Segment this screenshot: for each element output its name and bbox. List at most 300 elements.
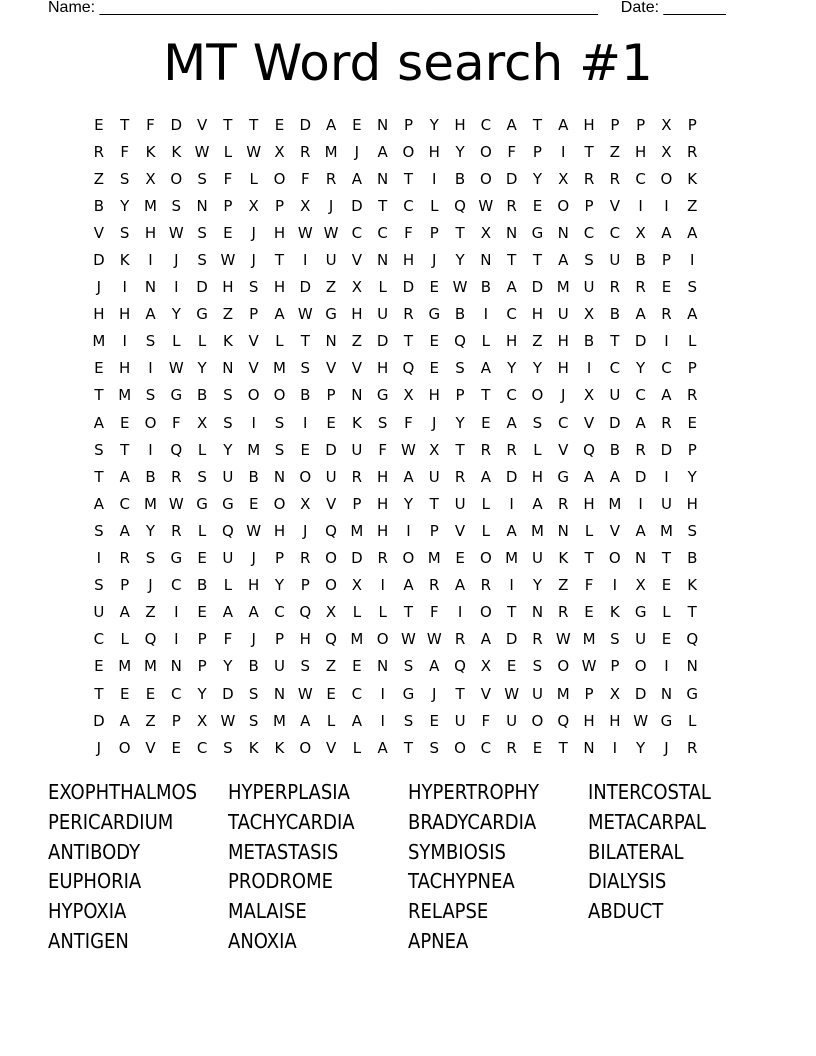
grid-letter: A xyxy=(454,576,466,595)
grid-letter: A xyxy=(300,711,311,730)
grid-letter: O xyxy=(144,413,157,432)
grid-letter: P xyxy=(403,115,413,134)
grid-letter: H xyxy=(609,711,621,730)
grid-letter: I xyxy=(380,576,385,595)
grid-letter: G xyxy=(531,223,544,242)
grid-letter: W xyxy=(220,251,236,270)
grid-letter: N xyxy=(144,278,157,297)
grid-letter: R xyxy=(300,549,311,568)
grid-letter: I xyxy=(406,521,411,540)
grid-letter: D xyxy=(531,278,544,297)
grid-letter: L xyxy=(352,603,362,622)
grid-letter: L xyxy=(584,521,594,540)
grid-row xyxy=(86,111,732,138)
grid-letter: O xyxy=(170,169,183,188)
grid-letter: D xyxy=(634,684,647,703)
grid-row xyxy=(86,572,732,599)
grid-letter: M xyxy=(350,630,364,649)
grid-letter: T xyxy=(687,603,697,622)
grid-letter: D xyxy=(351,549,363,568)
grid-letter: R xyxy=(403,305,414,324)
grid-letter: N xyxy=(635,549,647,568)
grid-letter: Z xyxy=(687,196,698,215)
grid-letter: S xyxy=(223,738,233,757)
grid-letter: T xyxy=(532,115,543,134)
grid-letter: A xyxy=(687,223,698,242)
grid-letter: S xyxy=(300,359,311,378)
grid-letter: E xyxy=(532,738,543,757)
grid-letter: A xyxy=(635,413,646,432)
grid-letter: I xyxy=(664,657,669,676)
grid-letter: V xyxy=(248,359,259,378)
grid-letter: L xyxy=(197,332,207,351)
grid-letter: C xyxy=(93,630,105,649)
grid-letter: Q xyxy=(557,711,570,730)
grid-letter: B xyxy=(196,576,208,595)
grid-letter: C xyxy=(609,359,621,378)
grid-letter: E xyxy=(223,223,233,242)
word-list-item: HYPERPLASIA xyxy=(228,780,350,804)
grid-letter: P xyxy=(326,386,336,405)
letter-grid xyxy=(86,111,732,761)
grid-letter: I xyxy=(380,684,385,703)
grid-letter: O xyxy=(479,142,492,161)
grid-letter: A xyxy=(480,359,491,378)
grid-letter: S xyxy=(429,738,440,757)
grid-letter: I xyxy=(148,251,153,270)
grid-letter: Y xyxy=(687,467,697,486)
grid-row xyxy=(86,680,732,707)
grid-letter: U xyxy=(609,386,621,405)
grid-letter: K xyxy=(274,738,285,757)
grid-letter: O xyxy=(608,549,621,568)
grid-letter: A xyxy=(558,115,569,134)
grid-letter: L xyxy=(688,711,697,730)
grid-letter: M xyxy=(273,711,286,730)
grid-letter: S xyxy=(377,413,388,432)
grid-letter: O xyxy=(273,494,286,513)
grid-letter: A xyxy=(403,576,414,595)
grid-letter: T xyxy=(429,494,439,513)
grid-letter: Y xyxy=(455,142,465,161)
grid-letter: T xyxy=(481,386,491,405)
grid-letter: X xyxy=(480,657,491,676)
grid-letter: D xyxy=(376,332,389,351)
grid-letter: A xyxy=(274,305,285,324)
grid-letter: Z xyxy=(325,278,337,297)
grid-letter: R xyxy=(93,142,105,161)
grid-letter: U xyxy=(93,603,105,622)
grid-letter: B xyxy=(93,196,105,215)
grid-letter: I xyxy=(612,576,618,595)
grid-letter: D xyxy=(325,440,337,459)
grid-letter: F xyxy=(171,413,181,432)
grid-letter: O xyxy=(118,738,131,757)
grid-letter: N xyxy=(377,169,389,188)
grid-letter: K xyxy=(351,413,362,432)
grid-letter: G xyxy=(222,494,234,513)
grid-letter: A xyxy=(377,142,388,161)
grid-letter: Z xyxy=(325,657,337,676)
grid-letter: M xyxy=(556,278,570,297)
grid-letter: C xyxy=(351,223,363,242)
page-title: MT Word search #1 xyxy=(163,34,653,92)
grid-letter: R xyxy=(351,467,363,486)
grid-letter: A xyxy=(93,413,105,432)
grid-letter: X xyxy=(351,278,362,297)
grid-letter: D xyxy=(505,467,518,486)
grid-letter: I xyxy=(174,630,179,649)
grid-letter: K xyxy=(145,142,156,161)
grid-letter: S xyxy=(532,657,543,676)
grid-letter: E xyxy=(429,359,439,378)
grid-letter: B xyxy=(300,386,311,405)
grid-letter: M xyxy=(144,657,157,676)
grid-letter: L xyxy=(223,142,233,161)
word-list-item: PRODROME xyxy=(228,869,333,894)
grid-letter: U xyxy=(454,711,466,730)
grid-letter: E xyxy=(119,684,130,703)
grid-letter: A xyxy=(248,603,259,622)
grid-letter: H xyxy=(531,305,544,324)
grid-letter: T xyxy=(300,332,310,351)
grid-letter: J xyxy=(432,413,437,432)
grid-letter: J xyxy=(251,223,256,242)
grid-letter: R xyxy=(635,440,646,459)
grid-letter: I xyxy=(303,251,308,270)
grid-letter: C xyxy=(119,494,130,513)
grid-letter: Y xyxy=(120,196,130,215)
grid-letter: X xyxy=(196,413,208,432)
grid-letter: K xyxy=(119,251,130,270)
grid-letter: D xyxy=(299,115,312,134)
grid-letter: T xyxy=(94,386,104,405)
grid-letter: U xyxy=(557,305,569,324)
grid-letter: X xyxy=(403,386,414,405)
grid-letter: S xyxy=(274,413,285,432)
grid-letter: Z xyxy=(351,332,362,351)
grid-letter: W xyxy=(246,142,262,161)
grid-letter: C xyxy=(403,196,414,215)
grid-letter: U xyxy=(635,630,647,649)
grid-letter: E xyxy=(352,657,362,676)
grid-letter: N xyxy=(325,332,337,351)
grid-letter: A xyxy=(119,711,130,730)
grid-letter: T xyxy=(584,549,594,568)
grid-letter: T xyxy=(507,603,517,622)
grid-letter: M xyxy=(659,521,673,540)
grid-letter: S xyxy=(403,657,414,676)
grid-letter: H xyxy=(222,278,234,297)
grid-letter: S xyxy=(687,278,697,297)
grid-letter: C xyxy=(506,386,517,405)
grid-letter: Q xyxy=(221,521,234,540)
grid-letter: J xyxy=(96,278,102,297)
grid-letter: A xyxy=(93,494,105,513)
word-list-item: EUPHORIA xyxy=(48,869,142,894)
grid-letter: M xyxy=(273,359,286,378)
grid-letter: O xyxy=(479,169,492,188)
grid-letter: Q xyxy=(325,521,337,540)
grid-row xyxy=(86,734,732,761)
grid-letter: W xyxy=(220,711,236,730)
grid-letter: U xyxy=(583,278,595,297)
grid-letter: W xyxy=(246,521,262,540)
grid-letter: Y xyxy=(429,115,439,134)
grid-letter: C xyxy=(171,684,182,703)
grid-letter: I xyxy=(612,738,618,757)
grid-letter: V xyxy=(93,223,105,242)
grid-letter: R xyxy=(687,386,698,405)
grid-letter: Q xyxy=(144,630,157,649)
grid-letter: A xyxy=(119,467,130,486)
grid-letter: Y xyxy=(403,494,414,513)
grid-letter: R xyxy=(325,169,337,188)
grid-letter: N xyxy=(196,196,208,215)
grid-letter: M xyxy=(144,494,157,513)
grid-letter: J xyxy=(664,738,669,757)
grid-letter: R xyxy=(300,142,311,161)
grid-letter: E xyxy=(429,332,439,351)
grid-row xyxy=(86,517,732,544)
grid-letter: J xyxy=(303,521,308,540)
grid-letter: U xyxy=(351,440,363,459)
grid-letter: D xyxy=(299,278,312,297)
grid-letter: P xyxy=(197,657,207,676)
grid-letter: V xyxy=(583,413,595,432)
grid-letter: I xyxy=(380,711,385,730)
grid-letter: T xyxy=(532,251,543,270)
grid-letter: N xyxy=(377,657,389,676)
grid-letter: G xyxy=(557,467,570,486)
grid-letter: J xyxy=(432,684,437,703)
grid-letter: Q xyxy=(170,440,183,459)
grid-letter: D xyxy=(634,332,647,351)
grid-letter: P xyxy=(610,657,620,676)
grid-letter: Y xyxy=(455,251,465,270)
grid-letter: I xyxy=(303,413,308,432)
grid-letter: T xyxy=(455,684,465,703)
grid-letter: A xyxy=(609,467,620,486)
grid-letter: J xyxy=(251,630,256,649)
grid-letter: T xyxy=(378,196,388,215)
grid-letter: J xyxy=(561,386,566,405)
grid-letter: V xyxy=(351,251,362,270)
grid-letter: S xyxy=(94,440,104,459)
grid-letter: D xyxy=(505,630,518,649)
grid-letter: Z xyxy=(609,142,620,161)
grid-letter: H xyxy=(273,278,286,297)
grid-letter: O xyxy=(531,386,544,405)
grid-letter: W xyxy=(168,494,184,513)
grid-letter: V xyxy=(325,738,337,757)
grid-letter: W xyxy=(297,223,313,242)
grid-letter: U xyxy=(325,251,337,270)
grid-letter: P xyxy=(223,196,233,215)
grid-letter: H xyxy=(299,630,311,649)
grid-letter: W xyxy=(168,223,184,242)
grid-letter: H xyxy=(93,305,105,324)
grid-letter: Z xyxy=(93,169,105,188)
grid-row xyxy=(86,707,732,734)
grid-letter: H xyxy=(583,494,595,513)
grid-letter: L xyxy=(481,521,491,540)
grid-letter: Y xyxy=(507,359,517,378)
grid-letter: K xyxy=(558,549,569,568)
grid-letter: L xyxy=(481,494,491,513)
grid-letter: E xyxy=(171,738,182,757)
word-list-item: HYPOXIA xyxy=(48,899,127,924)
grid-letter: W xyxy=(581,657,597,676)
grid-letter: E xyxy=(94,657,104,676)
grid-letter: J xyxy=(432,251,437,270)
grid-letter: E xyxy=(584,603,594,622)
grid-letter: M xyxy=(118,386,132,405)
grid-letter: X xyxy=(300,196,311,215)
grid-letter: T xyxy=(403,169,414,188)
grid-letter: V xyxy=(558,440,569,459)
grid-letter: H xyxy=(119,305,131,324)
grid-letter: V xyxy=(145,738,156,757)
grid-letter: I xyxy=(148,359,153,378)
word-list-item: MALAISE xyxy=(228,899,307,924)
grid-letter: J xyxy=(328,196,334,215)
word-list-item: SYMBIOSIS xyxy=(408,839,506,864)
grid-letter: C xyxy=(274,603,285,622)
grid-letter: O xyxy=(325,576,337,595)
grid-letter: Y xyxy=(274,576,285,595)
grid-letter: P xyxy=(455,386,465,405)
grid-letter: F xyxy=(429,603,439,622)
grid-row xyxy=(86,545,732,572)
grid-letter: A xyxy=(635,305,646,324)
grid-letter: E xyxy=(197,549,207,568)
grid-letter: W xyxy=(297,684,313,703)
grid-letter: E xyxy=(661,630,672,649)
grid-letter: C xyxy=(480,115,492,134)
grid-letter: M xyxy=(505,549,519,568)
grid-letter: M xyxy=(144,196,157,215)
grid-row xyxy=(86,328,732,355)
word-list-item: EXOPHTHALMOS xyxy=(48,780,198,804)
word-list xyxy=(48,778,768,957)
grid-letter: B xyxy=(687,549,698,568)
grid-row xyxy=(86,463,732,490)
grid-letter: R xyxy=(661,413,672,432)
grid-letter: Z xyxy=(145,711,156,730)
grid-letter: C xyxy=(171,576,182,595)
grid-letter: P xyxy=(610,115,620,134)
grid-letter: R xyxy=(532,630,543,649)
grid-letter: F xyxy=(404,223,413,242)
grid-letter: N xyxy=(377,251,389,270)
grid-letter: S xyxy=(403,711,414,730)
grid-letter: H xyxy=(273,223,286,242)
grid-letter: T xyxy=(120,115,130,134)
grid-row xyxy=(86,626,732,653)
grid-letter: A xyxy=(119,603,130,622)
grid-letter: O xyxy=(479,549,492,568)
grid-letter: Y xyxy=(145,521,156,540)
grid-letter: D xyxy=(196,278,208,297)
grid-letter: T xyxy=(455,440,465,459)
grid-letter: H xyxy=(454,115,466,134)
grid-letter: P xyxy=(429,223,439,242)
grid-letter: X xyxy=(300,494,311,513)
grid-letter: X xyxy=(558,169,569,188)
grid-letter: S xyxy=(119,223,130,242)
grid-letter: F xyxy=(120,142,130,161)
grid-letter: P xyxy=(171,711,181,730)
grid-letter: A xyxy=(351,169,362,188)
grid-letter: E xyxy=(94,115,104,134)
grid-letter: E xyxy=(429,711,439,730)
grid-letter: N xyxy=(222,359,234,378)
grid-letter: G xyxy=(428,305,441,324)
grid-letter: G xyxy=(325,305,337,324)
grid-letter: W xyxy=(323,223,339,242)
grid-letter: J xyxy=(354,142,360,161)
grid-letter: B xyxy=(609,305,620,324)
grid-letter: V xyxy=(248,332,259,351)
grid-letter: H xyxy=(351,305,363,324)
grid-letter: O xyxy=(634,657,647,676)
grid-letter: Y xyxy=(223,440,233,459)
grid-row xyxy=(86,165,732,192)
grid-letter: W xyxy=(452,278,468,297)
grid-letter: A xyxy=(506,278,517,297)
grid-letter: T xyxy=(249,115,259,134)
grid-letter: I xyxy=(586,359,592,378)
grid-letter: S xyxy=(119,169,130,188)
grid-letter: O xyxy=(454,738,466,757)
grid-letter: A xyxy=(687,305,698,324)
grid-letter: N xyxy=(480,251,492,270)
grid-letter: W xyxy=(633,711,649,730)
grid-letter: A xyxy=(480,630,491,649)
grid-letter: S xyxy=(248,684,259,703)
grid-letter: W xyxy=(401,440,416,459)
grid-letter: A xyxy=(635,521,646,540)
grid-letter: X xyxy=(661,115,672,134)
grid-letter: F xyxy=(507,142,516,161)
word-list-item: HYPERTROPHY xyxy=(408,780,540,804)
grid-letter: H xyxy=(377,359,389,378)
grid-letter: E xyxy=(661,576,672,595)
grid-letter: C xyxy=(351,684,363,703)
grid-letter: I xyxy=(664,332,669,351)
grid-letter: N xyxy=(273,684,286,703)
grid-letter: O xyxy=(299,467,312,486)
grid-letter: M xyxy=(582,630,596,649)
grid-letter: V xyxy=(609,196,620,215)
grid-letter: Q xyxy=(299,603,312,622)
grid-letter: U xyxy=(531,684,543,703)
grid-letter: A xyxy=(480,467,491,486)
grid-letter: H xyxy=(428,386,440,405)
grid-letter: E xyxy=(119,413,130,432)
grid-letter: I xyxy=(251,413,256,432)
grid-letter: R xyxy=(609,169,621,188)
grid-letter: S xyxy=(171,196,182,215)
grid-row xyxy=(86,599,732,626)
grid-letter: K xyxy=(687,169,698,188)
grid-row xyxy=(86,490,732,517)
grid-letter: H xyxy=(377,521,389,540)
grid-letter: G xyxy=(376,386,389,405)
grid-letter: V xyxy=(480,684,491,703)
grid-letter: V xyxy=(351,359,362,378)
